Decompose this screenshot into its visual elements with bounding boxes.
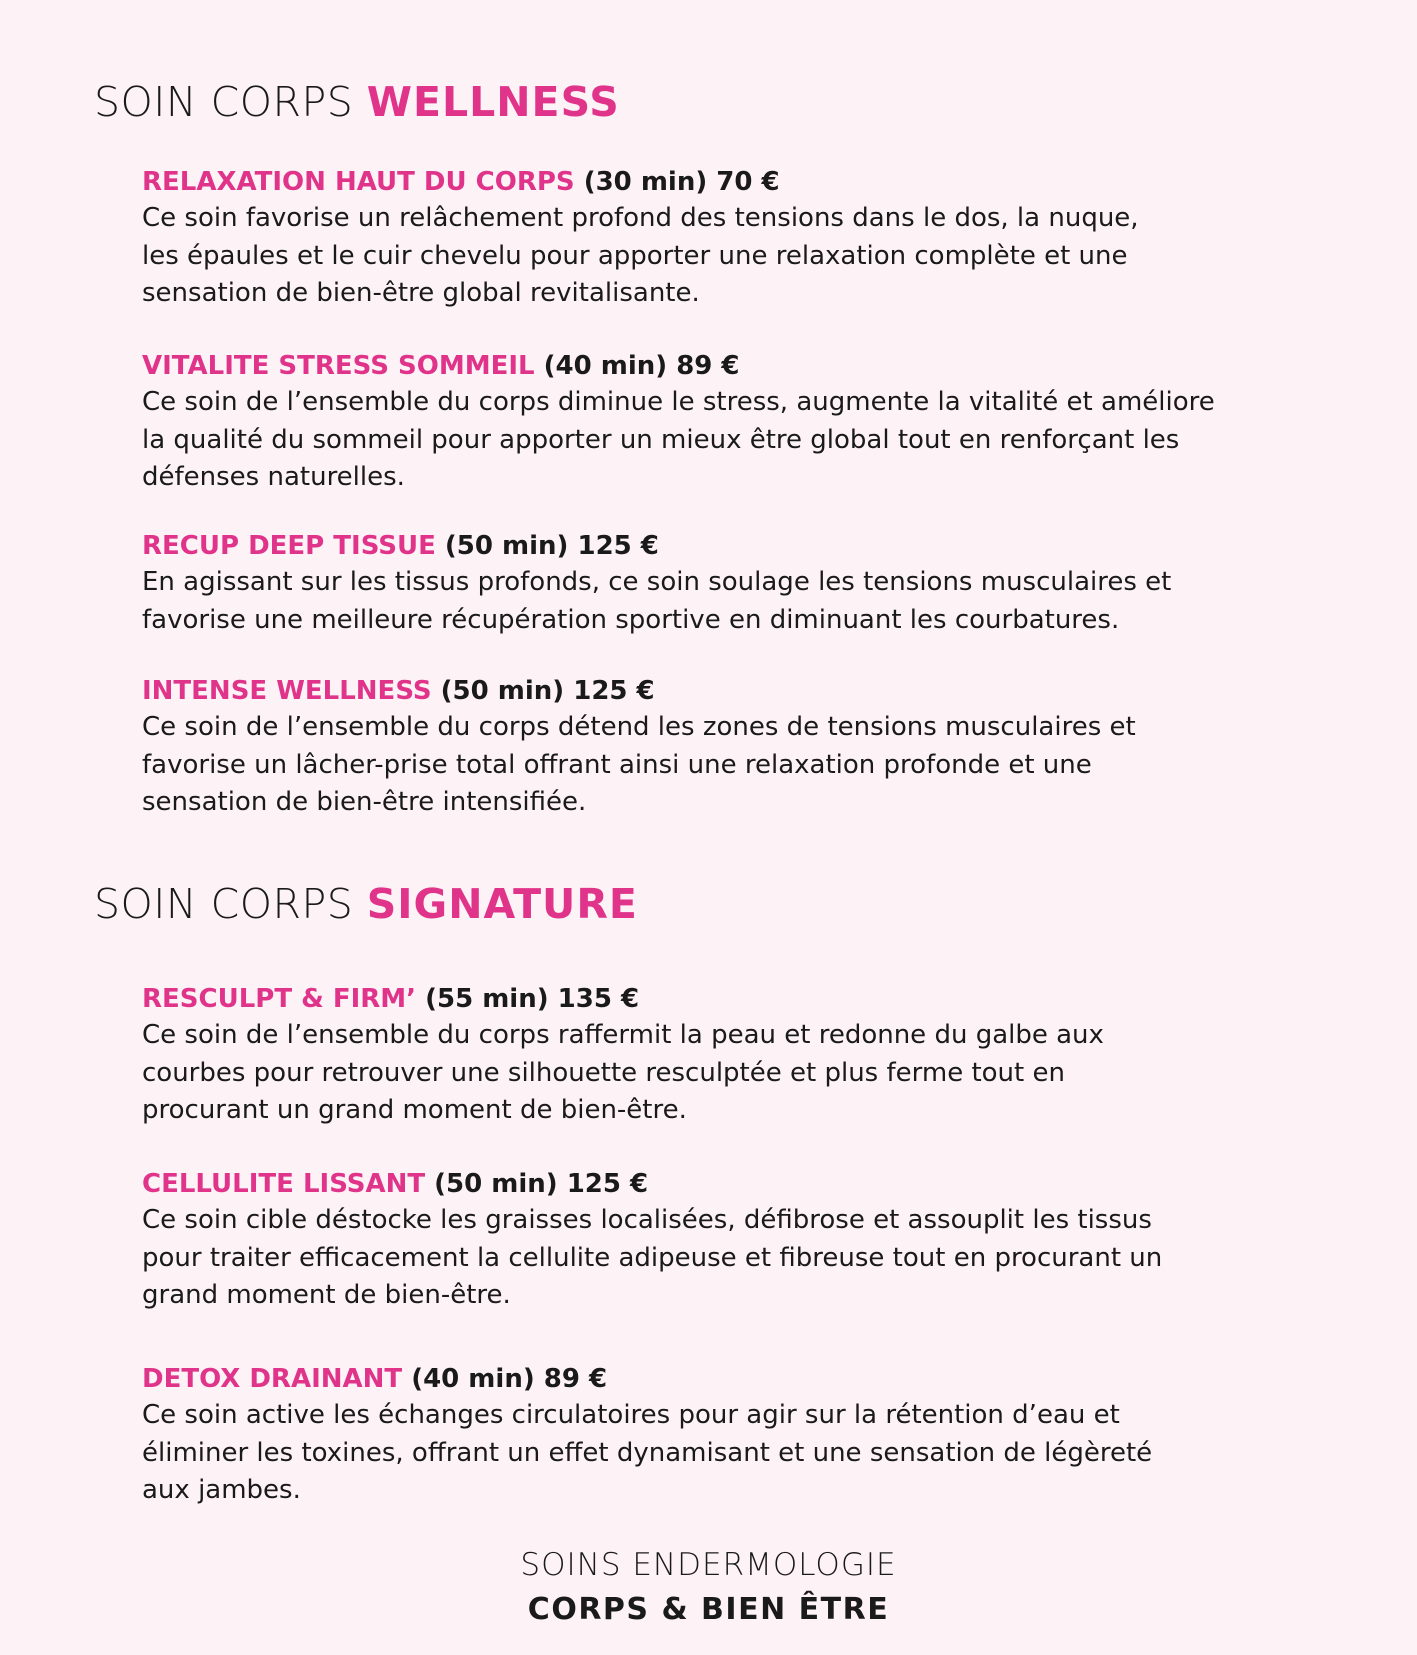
- treatment-name: RELAXATION HAUT DU CORPS: [142, 167, 575, 197]
- treatment-name: RESCULPT & FIRM’: [142, 984, 417, 1014]
- section-title-accent: SIGNATURE: [366, 880, 638, 928]
- footer-heading: [0, 1545, 1417, 1630]
- treatment-item: [142, 981, 1352, 1130]
- treatment-item: [142, 1166, 1352, 1315]
- treatment-description: Ce soin favorise un relâchement profond des tensions dans le dos, la nuque, les épaules et le cuir chevelu pour apporter une relaxation complète et une sensation de bien-être global revitalisante.: [142, 203, 1139, 308]
- treatment-heading: [142, 348, 1352, 384]
- footer-line-corps-bien-etre: CORPS & BIEN ÊTRE: [527, 1592, 890, 1627]
- treatment-duration-price: (50 min) 125 €: [431, 676, 655, 706]
- treatment-name: CELLULITE LISSANT: [142, 1169, 426, 1199]
- treatment-duration-price: (30 min) 70 €: [574, 167, 780, 197]
- treatment-description: Ce soin active les échanges circulatoires pour agir sur la rétention d’eau et éliminer les toxines, offrant un effet dynamisant et une sensation de légèreté aux jambes.: [142, 1400, 1153, 1505]
- treatment-duration-price: (55 min) 135 €: [416, 984, 640, 1014]
- treatment-duration-price: (40 min) 89 €: [534, 351, 740, 381]
- treatment-name: RECUP DEEP TISSUE: [142, 531, 436, 561]
- treatment-description: En agissant sur les tissus profonds, ce soin soulage les tensions musculaires et favorise une meilleure récupération sportive en diminuant les courbatures.: [142, 567, 1172, 635]
- section-title-plain: SOIN CORPS: [94, 880, 367, 928]
- treatment-item: [142, 348, 1352, 497]
- section-title-wellness: [94, 78, 620, 126]
- treatment-duration-price: (40 min) 89 €: [402, 1364, 608, 1394]
- treatment-item: [142, 164, 1352, 313]
- treatment-name: DETOX DRAINANT: [142, 1364, 403, 1394]
- treatment-heading: [142, 673, 1352, 709]
- treatment-heading: [142, 1166, 1352, 1202]
- footer-line-endermologie: SOINS ENDERMOLOGIE: [520, 1547, 897, 1583]
- treatment-heading: [142, 1361, 1352, 1397]
- treatment-description: Ce soin cible déstocke les graisses localisées, défibrose et assouplit les tissus pour traiter efficacement la cellulite adipeuse et fibreuse tout en procurant un grand moment de bien-être.: [142, 1205, 1163, 1310]
- section-title-plain: SOIN CORPS: [94, 78, 367, 126]
- treatment-name: INTENSE WELLNESS: [142, 676, 432, 706]
- treatment-item: [142, 1361, 1352, 1510]
- treatment-heading: [142, 528, 1352, 564]
- treatment-heading: [142, 164, 1352, 200]
- treatment-description: Ce soin de l’ensemble du corps diminue le stress, augmente la vitalité et améliore la qualité du sommeil pour apporter un mieux être global tout en renforçant les défenses naturelles.: [142, 387, 1215, 492]
- treatment-item: [142, 673, 1352, 822]
- treatment-description: Ce soin de l’ensemble du corps détend les zones de tensions musculaires et favorise un lâcher-prise total offrant ainsi une relaxation profonde et une sensation de bien-être intensifiée.: [142, 712, 1136, 817]
- treatment-heading: [142, 981, 1352, 1017]
- treatment-name: VITALITE STRESS SOMMEIL: [142, 351, 535, 381]
- section-title-accent: WELLNESS: [366, 78, 620, 126]
- treatment-description: Ce soin de l’ensemble du corps raffermit la peau et redonne du galbe aux courbes pour retrouver une silhouette resculptée et plus ferme tout en procurant un grand moment de bien-être.: [142, 1020, 1104, 1125]
- treatment-duration-price: (50 min) 125 €: [435, 531, 659, 561]
- treatment-item: [142, 528, 1352, 639]
- treatment-duration-price: (50 min) 125 €: [425, 1169, 649, 1199]
- section-title-signature: [94, 880, 638, 928]
